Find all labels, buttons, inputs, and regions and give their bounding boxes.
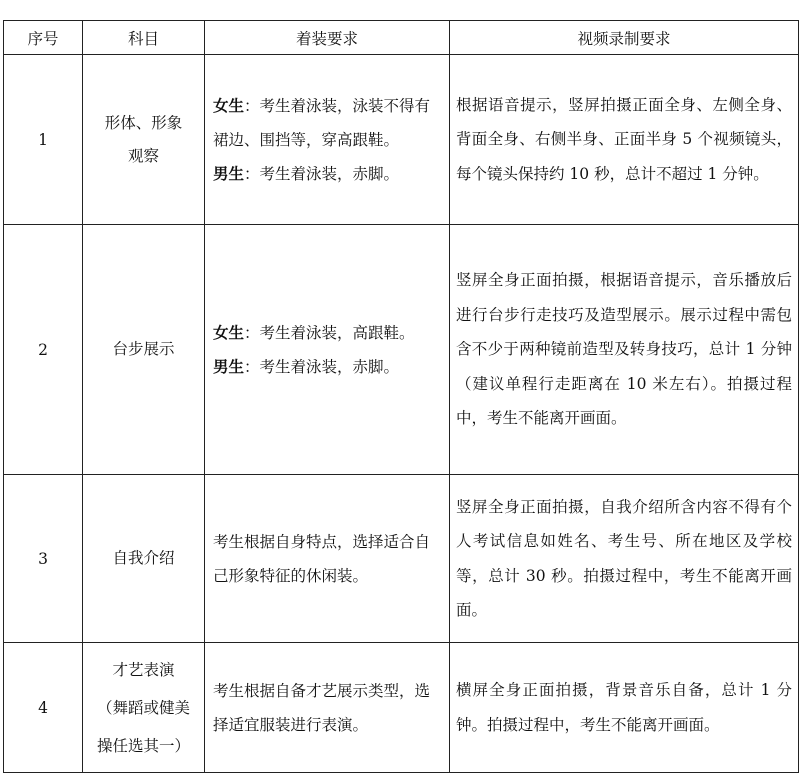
row-no: 2: [4, 225, 83, 475]
row-subject: [83, 225, 205, 475]
header-video: 视频录制要求: [450, 21, 799, 55]
subject-line: 观察: [127, 146, 159, 165]
row-no: 4: [4, 643, 83, 773]
row-video: 竖屏全身正面拍摄，根据语音提示，音乐播放后进行台步行走技巧及造型展示。展示过程中需包含不少于两种镜前造型及转身技巧，总计 1 分钟（建议单程行走距离在 10 米左右）。拍摄过程中，考生不能离开画面。: [450, 225, 799, 475]
row-video: 横屏全身正面拍摄，背景音乐自备，总计 1 分钟。拍摄过程中，考生不能离开画面。: [450, 643, 799, 773]
table-header-row: [4, 21, 799, 55]
table-row: [4, 225, 799, 475]
female-label: 女生: [213, 95, 245, 115]
header-subject: 科目: [83, 21, 205, 55]
female-attire-text: ：考生着泳装，高跟鞋。: [244, 323, 415, 342]
table-row: [4, 55, 799, 225]
subject-line: 操任选其一）: [96, 736, 190, 755]
header-no: 序号: [4, 21, 83, 55]
row-subject: [83, 643, 205, 773]
table-row: [4, 643, 799, 773]
row-attire: 考生根据自身特点，选择适合自己形象特征的休闲装。: [205, 475, 450, 643]
subject-line: 台步展示: [112, 340, 175, 358]
female-label: 女生: [213, 322, 245, 342]
male-label: 男生: [213, 356, 245, 376]
row-video: 根据语音提示，竖屏拍摄正面全身、左侧全身、背面全身、右侧半身、正面半身 5 个视频镜头，每个镜头保持约 10 秒，总计不超过 1 分钟。: [450, 55, 799, 225]
requirements-table: [3, 20, 799, 773]
male-label: 男生: [213, 163, 245, 183]
male-attire-text: ：考生着泳装，赤脚。: [244, 357, 400, 376]
table-row: [4, 475, 799, 643]
row-subject: [83, 475, 205, 643]
male-attire-text: ：考生着泳装，赤脚。: [244, 164, 400, 183]
header-attire: 着装要求: [205, 21, 450, 55]
subject-line: 自我介绍: [112, 549, 175, 567]
subject-line: （舞蹈或健美: [96, 698, 190, 717]
subject-line: 才艺表演: [112, 660, 175, 679]
row-no: 3: [4, 475, 83, 643]
row-attire: [205, 225, 450, 475]
row-video: 竖屏全身正面拍摄，自我介绍所含内容不得有个人考试信息如姓名、考生号、所在地区及学校等，总计 30 秒。拍摄过程中，考生不能离开画面。: [450, 475, 799, 643]
subject-line: 形体、形象: [104, 113, 183, 132]
row-attire: [205, 55, 450, 225]
female-attire-text: ：考生着泳装，泳装不得有裙边、围挡等，穿高跟鞋。: [213, 96, 431, 149]
row-subject: [83, 55, 205, 225]
row-no: 1: [4, 55, 83, 225]
row-attire: 考生根据自备才艺展示类型，选择适宜服装进行表演。: [205, 643, 450, 773]
